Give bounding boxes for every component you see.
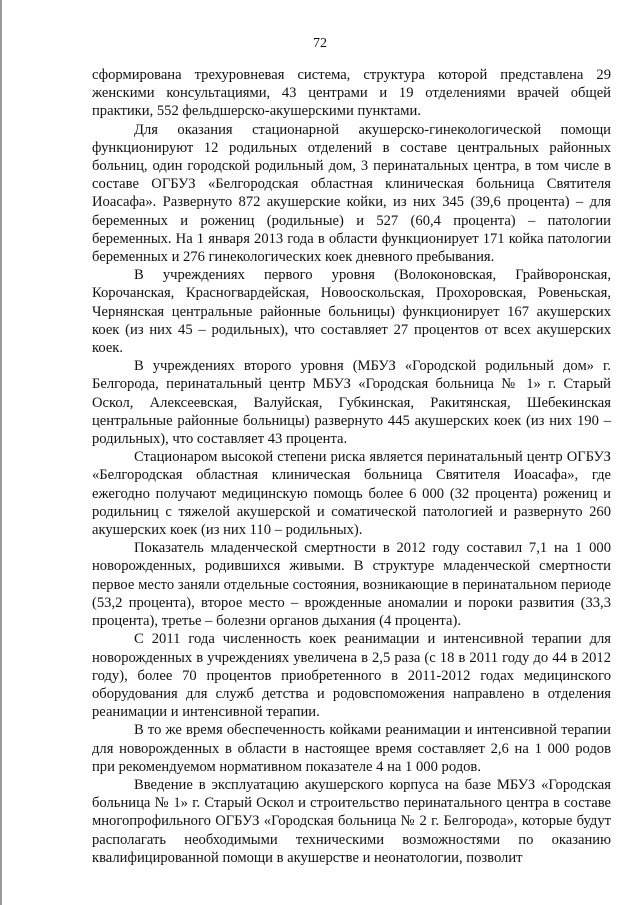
- paragraph-obstetric-care: Для оказания стационарной акушерско-гинекологической помощи функционируют 12 родильных отделений в составе центральных районных больниц, один городской родильный дом, 3 перинатальных центра, в том числе в составе ОГБУЗ «Белгородская областная клиническая больница Святителя Иоасафа». Развернуто 872 акушерские койки, из них 345 (39,6 процента) – для беременных и рожениц (родильные) и 527 (60,4 процента) – патологии беременных. На 1 января 2013 года в области функционирует 171 койка патологии беременных и 276 гинекологических коек дневного пребывания.: [92, 121, 611, 266]
- paragraph-infant-mortality: Показатель младенческой смертности в 2012 году составил 7,1 на 1 000 новорожденных, родившихся живыми. В структуре младенческой смертности первое место заняли отдельные состояния, возникающие в перинатальном периоде (53,2 процента), второе место – врожденные аномалии и пороки развития (33,3 процента), третье – болезни органов дыхания (4 процента).: [92, 540, 611, 630]
- paragraph-first-level: В учреждениях первого уровня (Волоконовская, Грайворонская, Корочанская, Красногвардейская, Новооскольская, Прохоровская, Ровеньская, Чернянская центральные районные больницы) функционирует 167 акушерских коек (из них 45 – родильных), что составляет 27 процентов от всех акушерских коек.: [92, 267, 611, 357]
- paragraph-new-buildings: Введение в эксплуатацию акушерского корпуса на базе МБУЗ «Городская больница № 1» г. Старый Оскол и строительство перинатального центра в составе многопрофильного ОГБУЗ «Городская больница № 2 г. Белгорода», которые будут располагать необходимыми техническими возможностями по оказанию квалифицированной помощи в акушерстве и неонатологии, позволит: [92, 776, 611, 866]
- paragraph-icu-beds: С 2011 года численность коек реанимации и интенсивной терапии для новорожденных в учреждениях увеличена в 2,5 раза (с 18 в 2011 году до 44 в 2012 году), более 70 процентов приобретенного в 2011-2012 годах медицинского оборудования для служб детства и родовспоможения направлено в отделения реанимации и интенсивной терапии.: [92, 631, 611, 721]
- paragraph-high-risk: Стационаром высокой степени риска является перинатальный центр ОГБУЗ «Белгородская областная клиническая больница Святителя Иоасафа», где ежегодно получают медицинскую помощь более 6 000 (32 процента) рожениц и родильниц с тяжелой акушерской и соматической патологией и развернуто 260 акушерских коек (из них 110 – родильных).: [92, 449, 611, 539]
- paragraph-second-level: В учреждениях второго уровня (МБУЗ «Городской родильный дом» г. Белгорода, перинатальный центр МБУЗ «Городская больница № 1» г. Старый Оскол, Алексеевская, Валуйская, Губкинская, Ракитянская, Шебекинская центральные районные больницы) развернуто 445 акушерских коек (из них 190 –родильных), что составляет 43 процента.: [92, 358, 611, 448]
- document-body: [92, 66, 611, 867]
- page-number: 72: [313, 36, 327, 51]
- paragraph-continued: сформирована трехуровневая система, структура которой представлена 29 женскими консультациями, 43 центрами и 19 отделениями врачей общей практики, 552 фельдшерско-акушерскими пунктами.: [92, 67, 611, 120]
- scan-edge-line: [0, 0, 2, 905]
- paragraph-icu-provision: В то же время обеспеченность койками реанимации и интенсивной терапии для новорожденных в области в настоящее время составляет 2,6 на 1 000 родов при рекомендуемом нормативном показателе 4 на 1 000 родов.: [92, 722, 611, 775]
